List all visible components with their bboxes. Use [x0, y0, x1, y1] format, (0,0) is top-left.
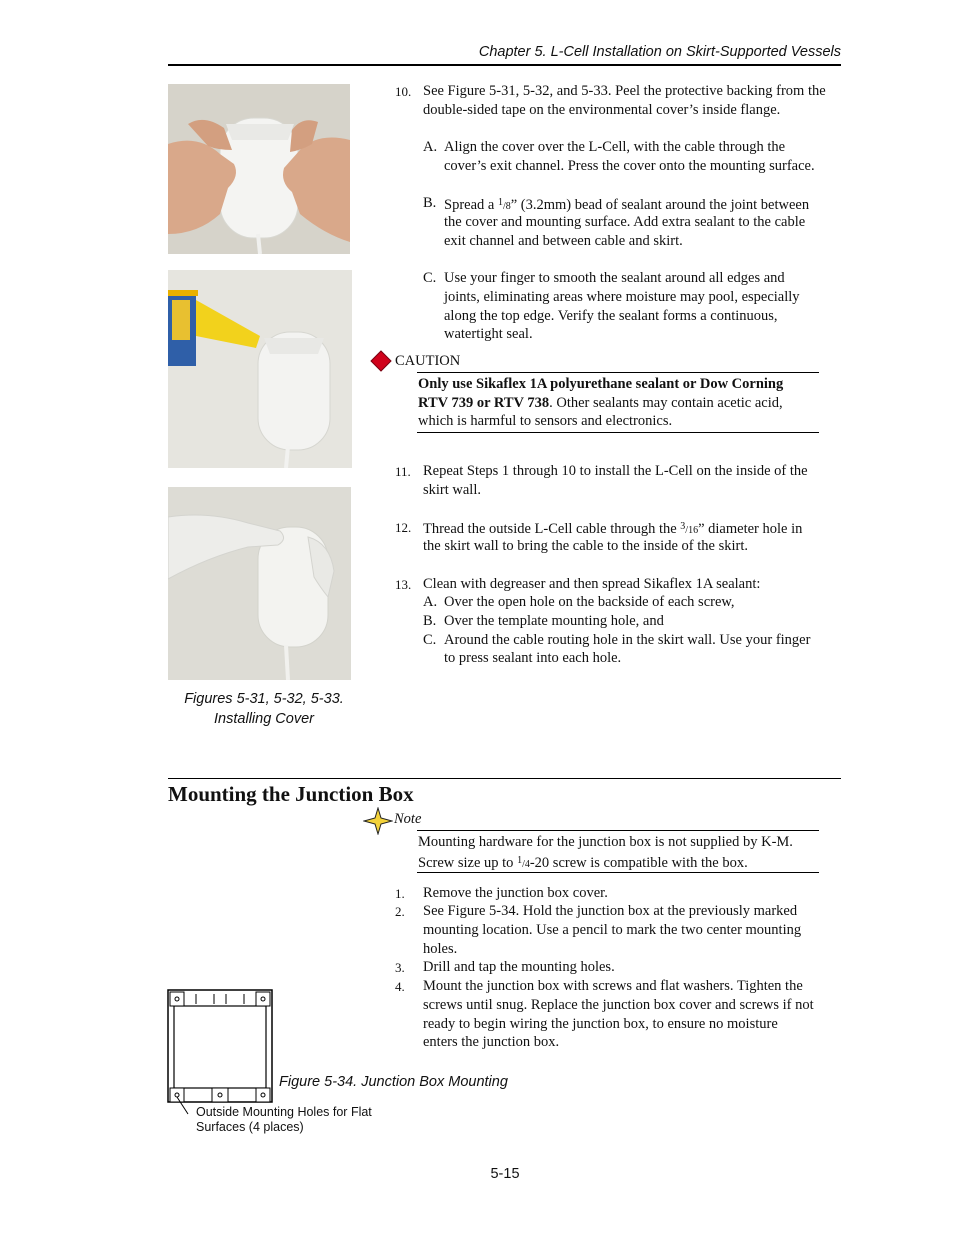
note-top-rule [417, 830, 819, 831]
jb-step-2-line1: See Figure 5-34. Hold the junction box at the previously marked [423, 903, 798, 919]
note-frac-den: /4 [522, 859, 530, 870]
caution-label: CAUTION [395, 353, 461, 369]
step-12-frac-num: 3 [680, 521, 686, 532]
step-10b-frac-den: /8 [502, 201, 511, 212]
step-12-post: ” diameter hole in [698, 521, 803, 537]
note-frac-num: 1 [517, 855, 523, 866]
caution-top-rule [417, 372, 819, 373]
section-title: Mounting the Junction Box [168, 782, 414, 806]
header-rule [168, 64, 841, 66]
step-12-pre: Thread the outside L-Cell cable through the [423, 521, 681, 537]
note-label: Note [394, 811, 422, 827]
figure-5-31-photo [168, 84, 350, 254]
page-number: 5-15 [490, 1166, 520, 1182]
step-10c-line3: along the top edge. Verify the sealant forms a continuous, [444, 308, 778, 324]
step-10a-line1: Align the cover over the L-Cell, with the cable through the [444, 139, 786, 155]
step-10c-line4: watertight seal. [444, 326, 533, 342]
figure-5-34-annotation-line2: Surfaces (4 places) [196, 1120, 304, 1134]
step-10c-line2: joints, eliminating areas where moisture may pool, especially [444, 289, 800, 305]
note-post2: -20 screw is compatible with the box. [529, 855, 748, 871]
step-10b-pre: Spread a [444, 197, 498, 213]
chapter-header: Chapter 5. L-Cell Installation on Skirt-Supported Vessels [478, 44, 841, 60]
caution-diamond-icon [370, 350, 392, 372]
jb-step-3-number: 3. [395, 960, 405, 975]
step-10b-line2: the cover and mounting surface. Add extra sealant to the cable [444, 214, 806, 230]
step-10a-line2: cover’s exit channel. Press the cover onto the mounting surface. [444, 158, 815, 174]
figure-5-32-photo [168, 270, 352, 468]
step-11-line2: skirt wall. [423, 482, 481, 498]
note-bottom-rule [417, 872, 819, 873]
jb-step-2-line3: holes. [423, 941, 458, 957]
note-line1: Mounting hardware for the junction box is not supplied by K-M. [418, 834, 793, 850]
step-10c-label: C. [423, 270, 437, 286]
step-13-number: 13. [395, 577, 412, 592]
step-12-frac-den: /16 [685, 525, 699, 536]
jb-step-4-number: 4. [395, 979, 405, 994]
caution-line2 [418, 394, 783, 413]
step-10c-line1: Use your finger to smooth the sealant around all edges and [444, 270, 785, 286]
step-11-number: 11. [395, 464, 411, 479]
figure-5-34-caption: Figure 5-34. Junction Box Mounting [279, 1074, 508, 1090]
jb-step-4-line2: screws until snug. Replace the junction box cover and screws if not [423, 997, 814, 1013]
jb-step-1-number: 1. [395, 886, 405, 901]
step-13a-text: Over the open hole on the backside of each screw, [444, 594, 735, 610]
step-13b-label: B. [423, 613, 437, 629]
step-13b-text: Over the template mounting hole, and [444, 613, 664, 629]
step-13c-line1: Around the cable routing hole in the skirt wall. Use your finger [444, 632, 811, 648]
step-12-number: 12. [395, 520, 412, 535]
jb-step-4-line1: Mount the junction box with screws and flat washers. Tighten the [423, 978, 803, 994]
section-rule [168, 778, 841, 779]
step-13c-line2: to press sealant into each hole. [444, 650, 622, 666]
step-10-line2: double-sided tape on the environmental cover’s inside flange. [423, 102, 781, 118]
figures-top-caption-line2: Installing Cover [214, 711, 314, 727]
step-10b-post: ” (3.2mm) bead of sealant around the joint between [510, 197, 810, 213]
jb-step-4-line4: enters the junction box. [423, 1034, 560, 1050]
figures-top-caption-line1: Figures 5-31, 5-32, 5-33. [184, 691, 344, 707]
caution-bottom-rule [417, 432, 819, 433]
step-10-number: 10. [395, 84, 412, 99]
jb-step-2-number: 2. [395, 904, 405, 919]
step-10b-line3: exit channel and between cable and skirt. [444, 233, 683, 249]
jb-step-2-line2: mounting location. Use a pencil to mark the two center mounting [423, 922, 802, 938]
junction-box-diagram [166, 988, 276, 1120]
caution-rest-line2: . Other sealants may contain acetic acid, [549, 395, 783, 411]
step-10a-label: A. [423, 139, 438, 155]
jb-step-4-line3: ready to begin wiring the junction box, to ensure no moisture [423, 1016, 778, 1032]
caution-bold-line2: RTV 739 or RTV 738 [418, 395, 550, 411]
step-12-line2: the skirt wall to bring the cable to the inside of the skirt. [423, 538, 748, 554]
step-10b-frac-num: 1 [497, 197, 503, 208]
note-star-icon [363, 807, 393, 835]
jb-step-1-line1: Remove the junction box cover. [423, 885, 608, 901]
caution-line3: which is harmful to sensors and electronics. [418, 413, 673, 429]
note-pre2: Screw size up to [418, 855, 518, 871]
step-10-line1: See Figure 5-31, 5-32, and 5-33. Peel the protective backing from the [423, 83, 826, 99]
step-13-line1: Clean with degreaser and then spread Sikaflex 1A sealant: [423, 576, 761, 592]
figure-5-34-annotation-line1: Outside Mounting Holes for Flat [196, 1105, 372, 1119]
figure-5-33-photo [168, 487, 351, 680]
step-11-line1: Repeat Steps 1 through 10 to install the L-Cell on the inside of the [423, 463, 808, 479]
jb-step-3-line1: Drill and tap the mounting holes. [423, 959, 615, 975]
caution-bold-line1: Only use Sikaflex 1A polyurethane sealant or Dow Corning [418, 376, 784, 392]
step-10b-label: B. [423, 195, 437, 211]
step-13c-label: C. [423, 632, 437, 648]
step-13a-label: A. [423, 594, 438, 610]
